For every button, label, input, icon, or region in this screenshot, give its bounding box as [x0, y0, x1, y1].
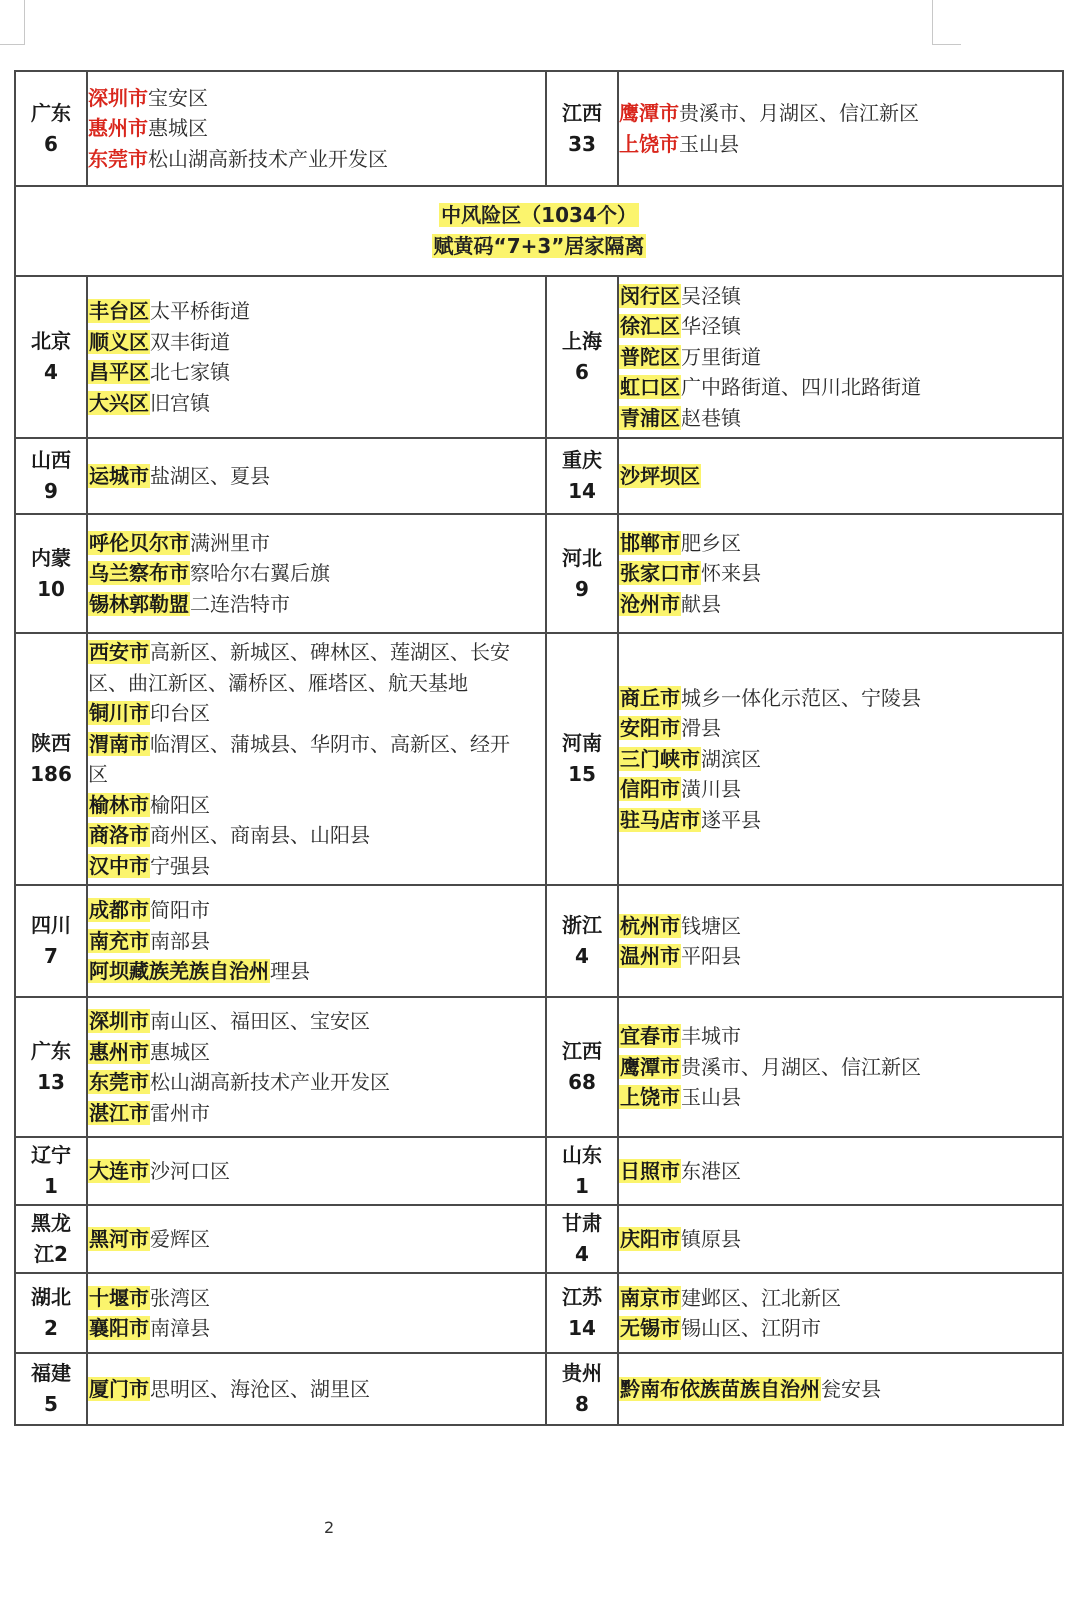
entry-line	[619, 1156, 1062, 1187]
province-cell	[15, 1137, 87, 1205]
places-cell	[618, 997, 1063, 1137]
province-name: 福建	[31, 1361, 71, 1385]
city-name: 杭州市	[620, 913, 680, 938]
table-row	[15, 1353, 1063, 1425]
entry-line	[88, 144, 545, 175]
entry-line	[619, 805, 1062, 836]
district-list: 北七家镇	[150, 360, 230, 384]
table-row	[15, 1205, 1063, 1273]
entry-line	[619, 941, 1062, 972]
city-name: 铜川市	[89, 701, 149, 725]
province-cell	[15, 438, 87, 514]
province-count: 7	[44, 944, 58, 968]
province-count: 2	[44, 1316, 58, 1340]
city-name: 三门峡市	[620, 746, 700, 771]
district-list: 吴泾镇	[681, 283, 741, 308]
entry-line	[619, 774, 1062, 805]
city-name: 安阳市	[620, 716, 680, 741]
entry-line	[619, 98, 1062, 129]
places-cell	[618, 885, 1063, 997]
province-cell	[546, 276, 618, 438]
district-list: 万里街道	[681, 344, 761, 369]
province-cell	[546, 633, 618, 885]
entry-line	[619, 372, 1062, 403]
city-name: 驻马店市	[620, 807, 700, 832]
province-name: 江西	[562, 100, 602, 125]
province-count: 8	[575, 1392, 589, 1416]
banner-subtitle: 赋黄码“7+3”居家隔离	[433, 234, 645, 258]
city-name: 深圳市	[89, 1009, 149, 1033]
district-list: 满洲里市	[190, 530, 270, 555]
places-cell	[87, 633, 546, 885]
entry-line	[88, 790, 545, 821]
district-list: 沙河口区	[150, 1158, 230, 1183]
province-name: 浙江	[562, 913, 602, 937]
district-list: 肥乡区	[681, 530, 741, 555]
province-count: 4	[575, 1242, 589, 1266]
province-cell	[15, 71, 87, 186]
entry-line	[88, 388, 545, 419]
province-name: 陕西	[31, 731, 71, 755]
entry-line	[88, 851, 545, 882]
city-name: 无锡市	[620, 1316, 680, 1340]
places-cell	[618, 438, 1063, 514]
province-cell	[15, 1353, 87, 1425]
places-cell	[87, 1205, 546, 1273]
places-cell	[618, 1273, 1063, 1353]
entry-line	[619, 1374, 1062, 1405]
city-name: 十堰市	[89, 1285, 149, 1310]
crop-mark-top-right	[932, 0, 961, 45]
province-name: 辽宁	[31, 1143, 71, 1167]
city-name: 惠州市	[89, 1039, 149, 1064]
district-list: 玉山县	[679, 131, 739, 156]
entry-line	[88, 83, 545, 114]
table-row	[15, 1137, 1063, 1205]
district-list: 旧宫镇	[150, 390, 210, 415]
province-count: 6	[575, 360, 589, 384]
province-count: 6	[44, 131, 58, 156]
places-cell	[87, 885, 546, 997]
entry-line	[619, 1082, 1062, 1113]
province-cell	[546, 1273, 618, 1353]
entry-line	[619, 342, 1062, 373]
entry-line	[88, 113, 545, 144]
places-cell	[87, 276, 546, 438]
province-name: 山东	[562, 1143, 602, 1167]
entry-line	[88, 1067, 545, 1098]
province-name: 北京	[31, 329, 71, 353]
province-cell	[546, 1205, 618, 1273]
entry-line	[88, 1098, 545, 1129]
district-list: 盐湖区、夏县	[150, 463, 270, 488]
city-name: 襄阳市	[89, 1316, 149, 1340]
province-count: 5	[44, 1392, 58, 1416]
city-name: 闵行区	[620, 283, 680, 308]
entry-line	[619, 744, 1062, 775]
district-list: 平阳县	[681, 944, 741, 968]
entry-line	[88, 357, 545, 388]
entry-line	[619, 1052, 1062, 1083]
district-list: 广中路街道、四川北路街道	[681, 375, 921, 400]
entry-continuation: 区、曲江新区、灞桥区、雁塔区、航天基地	[88, 670, 468, 695]
medium-risk-banner-row	[15, 186, 1063, 276]
city-name: 汉中市	[89, 853, 149, 878]
entry-line	[619, 713, 1062, 744]
city-name: 西安市	[89, 640, 149, 664]
banner-title: 中风险区（1034个）	[441, 203, 637, 227]
entry-line	[619, 281, 1062, 312]
entry-line	[619, 911, 1062, 942]
city-name: 张家口市	[620, 561, 700, 586]
city-name: 沧州市	[620, 591, 680, 616]
city-name: 湛江市	[89, 1100, 149, 1125]
province-name: 上海	[562, 329, 602, 353]
entry-line	[88, 729, 545, 760]
province-cell	[546, 1137, 618, 1205]
province-cell	[546, 997, 618, 1137]
entry-line	[88, 698, 545, 729]
province-name: 内蒙	[31, 545, 71, 570]
district-list: 雷州市	[150, 1100, 210, 1125]
places-cell	[87, 438, 546, 514]
table-row	[15, 514, 1063, 633]
city-name: 虹口区	[620, 375, 680, 400]
city-name: 东莞市	[88, 146, 148, 171]
province-count: 9	[44, 479, 58, 503]
district-list: 献县	[681, 591, 721, 616]
district-list: 张湾区	[150, 1285, 210, 1310]
province-count: 4	[575, 944, 589, 968]
city-name: 榆林市	[89, 792, 149, 817]
district-list: 潢川县	[681, 777, 741, 802]
district-list: 宁强县	[150, 853, 210, 878]
city-name: 上饶市	[620, 1085, 680, 1110]
entry-line	[88, 1224, 545, 1255]
city-name: 鹰潭市	[619, 101, 679, 125]
province-name: 河北	[562, 545, 602, 570]
province-count: 14	[568, 479, 596, 503]
province-count: 10	[37, 576, 65, 601]
entry-line	[88, 637, 545, 668]
district-list: 二连浩特市	[190, 591, 290, 616]
district-list: 玉山县	[681, 1085, 741, 1110]
province-cell	[15, 997, 87, 1137]
places-cell	[87, 997, 546, 1137]
risk-area-table-body	[15, 71, 1063, 1425]
city-name: 青浦区	[620, 405, 680, 430]
province-name: 黑龙	[31, 1211, 71, 1235]
district-list: 理县	[270, 959, 310, 984]
places-cell	[87, 71, 546, 186]
district-list: 松山湖高新技术产业开发区	[148, 146, 388, 171]
table-row	[15, 276, 1063, 438]
province-cell	[15, 1273, 87, 1353]
city-name: 运城市	[89, 463, 149, 488]
province-name: 江西	[562, 1039, 602, 1063]
district-list: 遂平县	[701, 807, 761, 832]
province-count: 13	[37, 1070, 65, 1094]
city-name: 南京市	[620, 1285, 680, 1310]
places-cell	[618, 71, 1063, 186]
city-name: 上饶市	[619, 131, 679, 156]
city-name: 渭南市	[89, 731, 149, 756]
entry-line	[88, 296, 545, 327]
province-count: 68	[568, 1070, 596, 1094]
province-cell	[15, 1205, 87, 1273]
table-row	[15, 438, 1063, 514]
entry-line	[88, 926, 545, 957]
crop-mark-top-left	[0, 0, 25, 45]
entry-line	[88, 461, 545, 492]
city-name: 锡林郭勒盟	[89, 591, 189, 616]
city-name: 丰台区	[89, 299, 149, 323]
district-list: 太平桥街道	[150, 299, 250, 323]
city-name: 信阳市	[620, 777, 680, 802]
banner-subtitle-line	[16, 231, 1062, 262]
province-name: 山西	[31, 448, 71, 472]
city-name: 大兴区	[89, 390, 149, 415]
entry-line	[619, 129, 1062, 160]
city-name: 黔南布依族苗族自治州	[620, 1376, 820, 1401]
city-name: 大连市	[89, 1158, 149, 1183]
district-list: 瓮安县	[821, 1376, 881, 1401]
city-name: 商洛市	[89, 823, 149, 847]
district-list: 镇原县	[681, 1226, 741, 1251]
places-cell	[87, 1273, 546, 1353]
table-row	[15, 633, 1063, 885]
city-name: 庆阳市	[620, 1226, 680, 1251]
province-name: 湖北	[31, 1285, 71, 1309]
province-count: 15	[568, 762, 596, 786]
city-name: 呼伦贝尔市	[89, 530, 189, 555]
district-list: 察哈尔右翼后旗	[190, 561, 330, 586]
district-list: 惠城区	[148, 116, 208, 141]
city-name: 阿坝藏族羌族自治州	[89, 959, 269, 984]
district-list: 南部县	[150, 928, 210, 953]
entry-line	[88, 589, 545, 620]
entry-line	[88, 1156, 545, 1187]
entry-line	[88, 956, 545, 987]
page-number: 2	[324, 1518, 335, 1537]
city-name: 惠州市	[88, 116, 148, 141]
province-count: 186	[30, 762, 72, 786]
places-cell	[87, 1137, 546, 1205]
province-name: 甘肃	[562, 1211, 602, 1235]
province-name: 贵州	[562, 1361, 602, 1385]
city-name: 徐汇区	[620, 314, 680, 339]
district-list: 丰城市	[681, 1024, 741, 1049]
province-name: 河南	[562, 731, 602, 755]
district-list: 贵溪市、月湖区、信江新区	[679, 101, 919, 125]
province-cell	[546, 438, 618, 514]
entry-line	[619, 1283, 1062, 1314]
province-cell	[546, 514, 618, 633]
province-count: 1	[575, 1174, 589, 1198]
province-cell	[15, 885, 87, 997]
entry-line	[88, 1313, 545, 1344]
city-name: 东莞市	[89, 1070, 149, 1094]
district-list: 建邺区、江北新区	[681, 1285, 841, 1310]
district-list: 贵溪市、月湖区、信江新区	[681, 1054, 921, 1079]
table-row	[15, 1273, 1063, 1353]
district-list: 湖滨区	[701, 746, 761, 771]
district-list: 东港区	[681, 1158, 741, 1183]
city-name: 成都市	[89, 898, 149, 923]
medium-risk-banner	[15, 186, 1063, 276]
district-list: 简阳市	[150, 898, 210, 923]
city-name: 厦门市	[89, 1376, 149, 1401]
province-count: 江2	[34, 1242, 68, 1266]
district-list: 临渭区、蒲城县、华阴市、高新区、经开	[150, 731, 510, 756]
district-list: 滑县	[681, 716, 721, 741]
city-name: 温州市	[620, 944, 680, 968]
risk-area-table	[14, 70, 1064, 1426]
entry-line	[88, 327, 545, 358]
district-list: 高新区、新城区、碑林区、莲湖区、长安	[150, 640, 510, 664]
entry-line	[88, 1006, 545, 1037]
places-cell	[87, 514, 546, 633]
district-list: 南漳县	[150, 1316, 210, 1340]
district-list: 榆阳区	[150, 792, 210, 817]
city-name: 普陀区	[620, 344, 680, 369]
entry-continuation: 区	[88, 762, 108, 786]
city-name: 邯郸市	[620, 530, 680, 555]
city-name: 日照市	[620, 1158, 680, 1183]
province-count: 14	[568, 1316, 596, 1340]
entry-line	[88, 1037, 545, 1068]
entry-line	[619, 311, 1062, 342]
places-cell	[618, 633, 1063, 885]
province-cell	[546, 1353, 618, 1425]
city-name: 顺义区	[89, 329, 149, 354]
places-cell	[618, 1353, 1063, 1425]
district-list: 华泾镇	[681, 314, 741, 339]
banner-title-line	[16, 200, 1062, 231]
entry-line	[619, 461, 1062, 492]
entry-line	[619, 528, 1062, 559]
province-name: 广东	[31, 100, 71, 125]
district-list: 怀来县	[701, 561, 761, 586]
province-cell	[546, 885, 618, 997]
entry-line	[88, 1283, 545, 1314]
entry-line	[619, 558, 1062, 589]
entry-line	[619, 1224, 1062, 1255]
district-list: 城乡一体化示范区、宁陵县	[681, 685, 921, 710]
city-name: 昌平区	[89, 360, 149, 384]
district-list: 双丰街道	[150, 329, 230, 354]
province-name: 广东	[31, 1039, 71, 1063]
entry-line	[88, 528, 545, 559]
entry-line	[619, 683, 1062, 714]
district-list: 商州区、商南县、山阳县	[150, 823, 370, 847]
city-name: 深圳市	[88, 85, 148, 110]
province-count: 9	[575, 576, 589, 601]
entry-line	[619, 589, 1062, 620]
table-row	[15, 997, 1063, 1137]
entry-line	[88, 1374, 545, 1405]
entry-line	[88, 895, 545, 926]
district-list: 锡山区、江阴市	[681, 1316, 821, 1340]
province-cell	[15, 633, 87, 885]
entry-line	[619, 1313, 1062, 1344]
city-name: 乌兰察布市	[89, 561, 189, 586]
province-name: 四川	[31, 913, 71, 937]
places-cell	[87, 1353, 546, 1425]
places-cell	[618, 276, 1063, 438]
district-list: 南山区、福田区、宝安区	[150, 1009, 370, 1033]
city-name: 黑河市	[89, 1226, 149, 1251]
city-name: 商丘市	[620, 685, 680, 710]
province-count: 1	[44, 1174, 58, 1198]
city-name: 南充市	[89, 928, 149, 953]
places-cell	[618, 1137, 1063, 1205]
district-list: 赵巷镇	[681, 405, 741, 430]
places-cell	[618, 514, 1063, 633]
district-list: 钱塘区	[681, 913, 741, 938]
city-name: 鹰潭市	[620, 1054, 680, 1079]
district-list: 爱辉区	[150, 1226, 210, 1251]
entry-line	[619, 403, 1062, 434]
table-row	[15, 885, 1063, 997]
places-cell	[618, 1205, 1063, 1273]
district-list: 惠城区	[150, 1039, 210, 1064]
district-list: 宝安区	[148, 85, 208, 110]
entry-line	[88, 558, 545, 589]
province-cell	[15, 514, 87, 633]
province-cell	[15, 276, 87, 438]
province-count: 33	[568, 131, 596, 156]
city-name: 沙坪坝区	[620, 463, 700, 488]
entry-line	[619, 1021, 1062, 1052]
entry-line	[88, 820, 545, 851]
province-count: 4	[44, 360, 58, 384]
province-name: 江苏	[562, 1285, 602, 1309]
province-name: 重庆	[562, 448, 602, 472]
district-list: 思明区、海沧区、湖里区	[150, 1376, 370, 1401]
city-name: 宜春市	[620, 1024, 680, 1049]
district-list: 松山湖高新技术产业开发区	[150, 1070, 390, 1094]
province-cell	[546, 71, 618, 186]
district-list: 印台区	[150, 701, 210, 725]
table-row	[15, 71, 1063, 186]
